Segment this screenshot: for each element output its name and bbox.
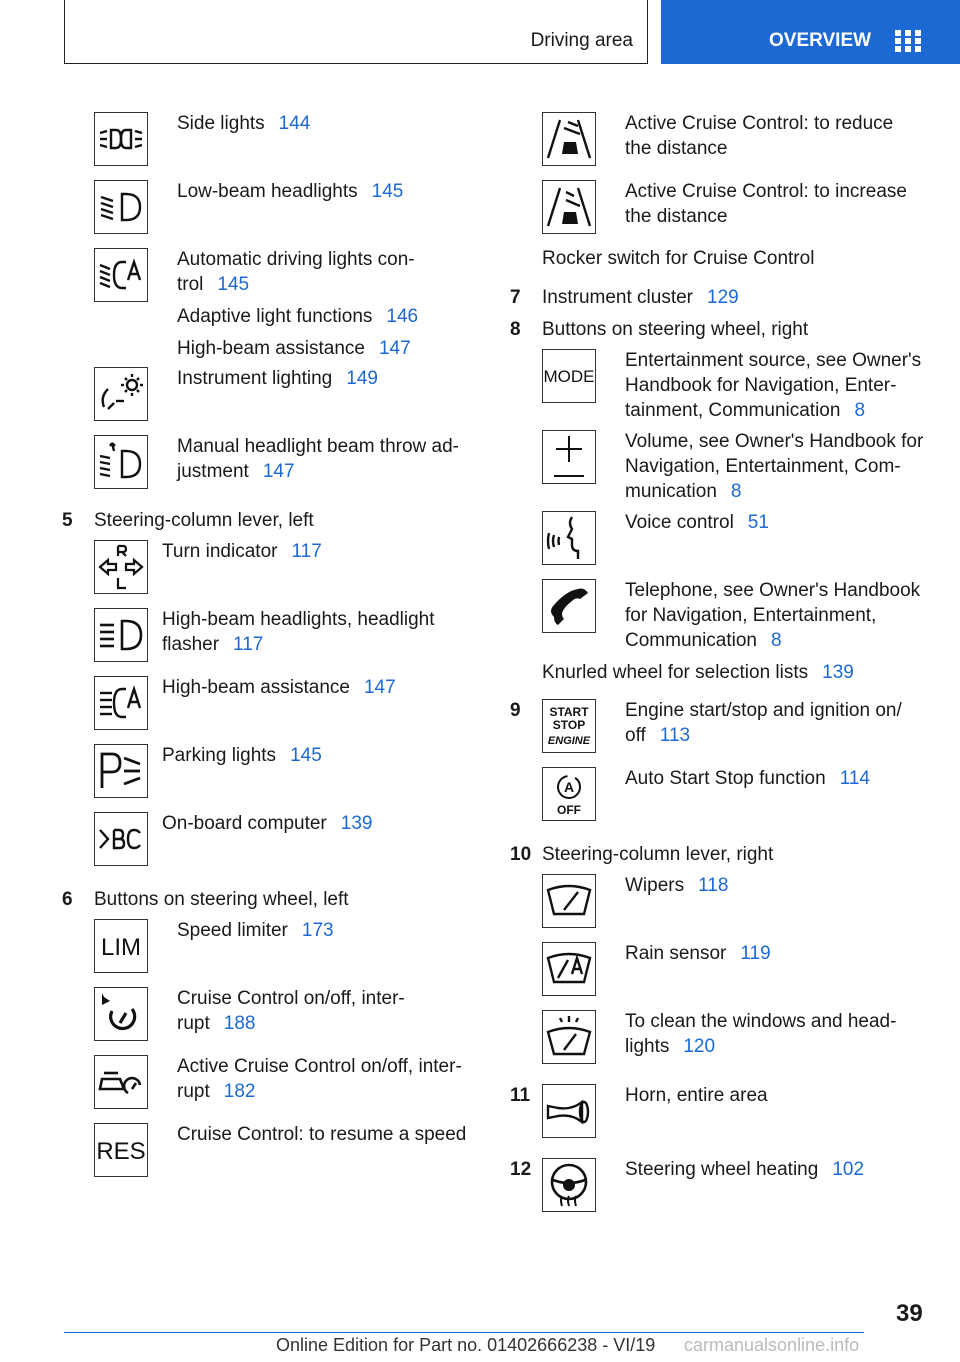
sub-item: [177, 304, 418, 329]
item-label: Auto Start Stop function: [625, 768, 826, 789]
section-title: Buttons on steering wheel, right: [542, 319, 809, 340]
item-label: Voice control: [625, 512, 734, 533]
list-item: [542, 349, 940, 423]
page-ref-link[interactable]: 139: [340, 813, 373, 834]
section-title: Instrument cluster: [542, 287, 693, 308]
parking-lights-icon: [94, 744, 148, 798]
item-label: Knurled wheel for selection lists: [542, 662, 809, 683]
list-item: [542, 511, 940, 565]
knurled-wheel-item: [542, 660, 940, 685]
item-label: Wipers: [625, 875, 685, 896]
section-number: 6: [62, 889, 73, 910]
turn-indicator-icon: [94, 540, 148, 594]
list-item: [94, 112, 472, 166]
page-ref-link[interactable]: 120: [683, 1036, 716, 1057]
svg-text:OFF: OFF: [557, 803, 581, 817]
rain-sensor-icon: [542, 942, 596, 996]
list-item: [94, 1123, 472, 1177]
item-label: To clean the windows and head- lights: [625, 1011, 897, 1057]
svg-text:RES: RES: [96, 1138, 146, 1165]
section-5: [62, 508, 472, 533]
item-label: Active Cruise Control: to reduce the distance: [625, 113, 894, 159]
voice-control-icon: [542, 511, 596, 565]
item-label: Manual headlight beam throw ad- justment: [177, 436, 460, 482]
page-number: 39: [896, 1300, 923, 1327]
list-item: [94, 676, 472, 730]
sub-item-label: High-beam assistance: [177, 338, 365, 359]
page-ref-link[interactable]: 145: [371, 181, 404, 202]
item-label: Volume, see Owner's Handbook for Navigation, Entertainment, Com- munication: [625, 431, 924, 502]
page-ref-link[interactable]: 114: [839, 768, 870, 789]
list-item: [542, 699, 902, 753]
section-8: [510, 317, 940, 342]
section-number: 9: [510, 700, 521, 721]
section-title: Driving area: [530, 30, 633, 51]
item-label: Low-beam headlights: [177, 181, 358, 202]
header-chapter-tab[interactable]: [661, 0, 960, 64]
start-stop-icon: [542, 699, 596, 753]
item-label: Instrument lighting: [177, 368, 333, 389]
list-item: [94, 1055, 472, 1109]
list-item: [94, 744, 472, 798]
svg-text:MODE: MODE: [544, 367, 594, 386]
section-number: 5: [62, 510, 73, 531]
item-label: Entertainment source, see Owner's Handbook for Navigation, Enter- tainment, Communication: [625, 350, 922, 421]
telephone-icon: [542, 579, 596, 633]
item-label: Cruise Control: to resume a speed: [177, 1124, 467, 1145]
item-label: Steering wheel heating: [625, 1159, 819, 1180]
list-item: [94, 540, 472, 594]
auto-lights-icon: [94, 248, 148, 302]
horn-icon: [542, 1084, 596, 1138]
page-ref-link[interactable]: 102: [832, 1159, 865, 1180]
side-lights-icon: [94, 112, 148, 166]
footer-divider: [64, 1332, 864, 1333]
section-9: [510, 699, 940, 753]
left-column: [62, 112, 472, 1177]
wipers-icon: [542, 874, 596, 928]
page-ref-link[interactable]: 8: [854, 400, 866, 421]
page-ref-link[interactable]: 118: [698, 875, 729, 896]
page-ref-link[interactable]: 144: [278, 113, 311, 134]
page-ref-link[interactable]: 147: [378, 338, 411, 359]
item-label: Parking lights: [162, 745, 277, 766]
list-item: [94, 367, 472, 421]
page-ref-link[interactable]: 173: [301, 920, 334, 941]
item-label: Automatic driving lights con- trol: [177, 249, 415, 295]
page-ref-link[interactable]: 146: [386, 306, 419, 327]
section-number: 12: [510, 1159, 532, 1180]
list-item: [94, 919, 472, 973]
svg-text:START: START: [549, 705, 589, 719]
section-6: [62, 887, 472, 912]
page-ref-link[interactable]: 129: [707, 287, 739, 308]
wheel-heating-icon: [542, 1158, 596, 1212]
page-ref-link[interactable]: 145: [290, 745, 322, 766]
list-item: [94, 608, 472, 662]
item-label: Active Cruise Control: to increase the distance: [625, 181, 907, 227]
page-ref-link[interactable]: 149: [346, 368, 378, 389]
item-label: Active Cruise Control on/off, inter- rupt: [177, 1056, 462, 1102]
item-label: High-beam headlights, headlight flasher: [162, 609, 435, 655]
active-cruise-icon: [94, 1055, 148, 1109]
item-label: On-board computer: [162, 813, 327, 834]
grid-icon: [895, 30, 921, 52]
section-12: [510, 1158, 940, 1212]
list-item: [94, 180, 472, 234]
cruise-control-icon: [94, 987, 148, 1041]
section-10: [510, 842, 940, 867]
section-number: 7: [510, 287, 521, 308]
section-title: Buttons on steering wheel, left: [94, 889, 349, 910]
lim-icon: [94, 919, 148, 973]
section-11: [510, 1084, 940, 1138]
item-label: Turn indicator: [162, 541, 278, 562]
onboard-computer-icon: [94, 812, 148, 866]
chapter-title: OVERVIEW: [769, 30, 872, 51]
list-item: [542, 767, 940, 821]
sub-item-label: Adaptive light functions: [177, 306, 373, 327]
sub-item: [177, 336, 418, 361]
section-title: Steering-column lever, right: [542, 844, 774, 865]
svg-text:A: A: [563, 779, 575, 795]
page-ref-link[interactable]: 119: [740, 943, 771, 964]
page-ref-link[interactable]: 8: [730, 481, 742, 502]
high-beam-assist-icon: [94, 676, 148, 730]
distance-increase-icon: [542, 180, 596, 234]
page-ref-link[interactable]: 188: [223, 1013, 256, 1034]
svg-text:ENGINE: ENGINE: [547, 735, 591, 747]
section-number: 11: [510, 1085, 531, 1106]
item-label: Engine start/stop and ignition on/ off: [625, 700, 902, 746]
list-item: [542, 579, 940, 653]
item-label: Horn, entire area: [625, 1085, 768, 1106]
item-label: Telephone, see Owner's Handbook for Navigation, Entertainment, Communication: [625, 580, 921, 651]
item-label: Rain sensor: [625, 943, 727, 964]
item-label: Side lights: [177, 113, 265, 134]
page-ref-link[interactable]: 147: [262, 461, 295, 482]
item-label: Speed limiter: [177, 920, 288, 941]
list-item: [542, 180, 940, 234]
watermark: carmanualsonline.info: [684, 1335, 860, 1355]
section-7: [510, 285, 940, 310]
instrument-lighting-icon: [94, 367, 148, 421]
page-ref-link[interactable]: 117: [291, 541, 322, 562]
edition-note: Online Edition for Part no. 01402666238 - VI/19: [276, 1335, 656, 1355]
rocker-label: Rocker switch for Cruise Control: [542, 248, 815, 269]
right-column: [510, 112, 940, 1212]
section-number: 10: [510, 844, 532, 865]
page-ref-link[interactable]: 182: [223, 1081, 256, 1102]
page-ref-link[interactable]: 51: [747, 512, 769, 533]
list-item: [94, 435, 472, 489]
volume-icon: [542, 430, 596, 484]
page-ref-link[interactable]: 145: [217, 274, 250, 295]
washer-icon: [542, 1010, 596, 1064]
page-ref-link[interactable]: 139: [822, 662, 854, 683]
low-beam-icon: [94, 180, 148, 234]
list-item: [94, 812, 472, 866]
list-item: [542, 874, 940, 928]
auto-start-stop-icon: [542, 767, 596, 821]
page-ref-link[interactable]: 113: [659, 725, 691, 746]
page-ref-link[interactable]: 147: [363, 677, 396, 698]
section-title: Steering-column lever, left: [94, 510, 314, 531]
svg-text:LIM: LIM: [100, 934, 142, 961]
distance-reduce-icon: [542, 112, 596, 166]
item-label: High-beam assistance: [162, 677, 350, 698]
page-ref-link[interactable]: 8: [771, 630, 782, 651]
res-icon: [94, 1123, 148, 1177]
item-label: Cruise Control on/off, inter- rupt: [177, 988, 405, 1034]
list-item: [94, 987, 472, 1041]
headlight-range-icon: [94, 435, 148, 489]
high-beam-icon: [94, 608, 148, 662]
list-item: [542, 942, 940, 996]
svg-text:STOP: STOP: [552, 718, 586, 732]
page-ref-link[interactable]: 117: [233, 634, 264, 655]
list-item: [542, 112, 940, 166]
list-item: [542, 430, 940, 504]
list-item: [94, 248, 472, 361]
mode-icon: [542, 349, 596, 403]
list-item: [542, 1010, 940, 1064]
header-left-box: [64, 0, 648, 64]
section-number: 8: [510, 319, 521, 340]
